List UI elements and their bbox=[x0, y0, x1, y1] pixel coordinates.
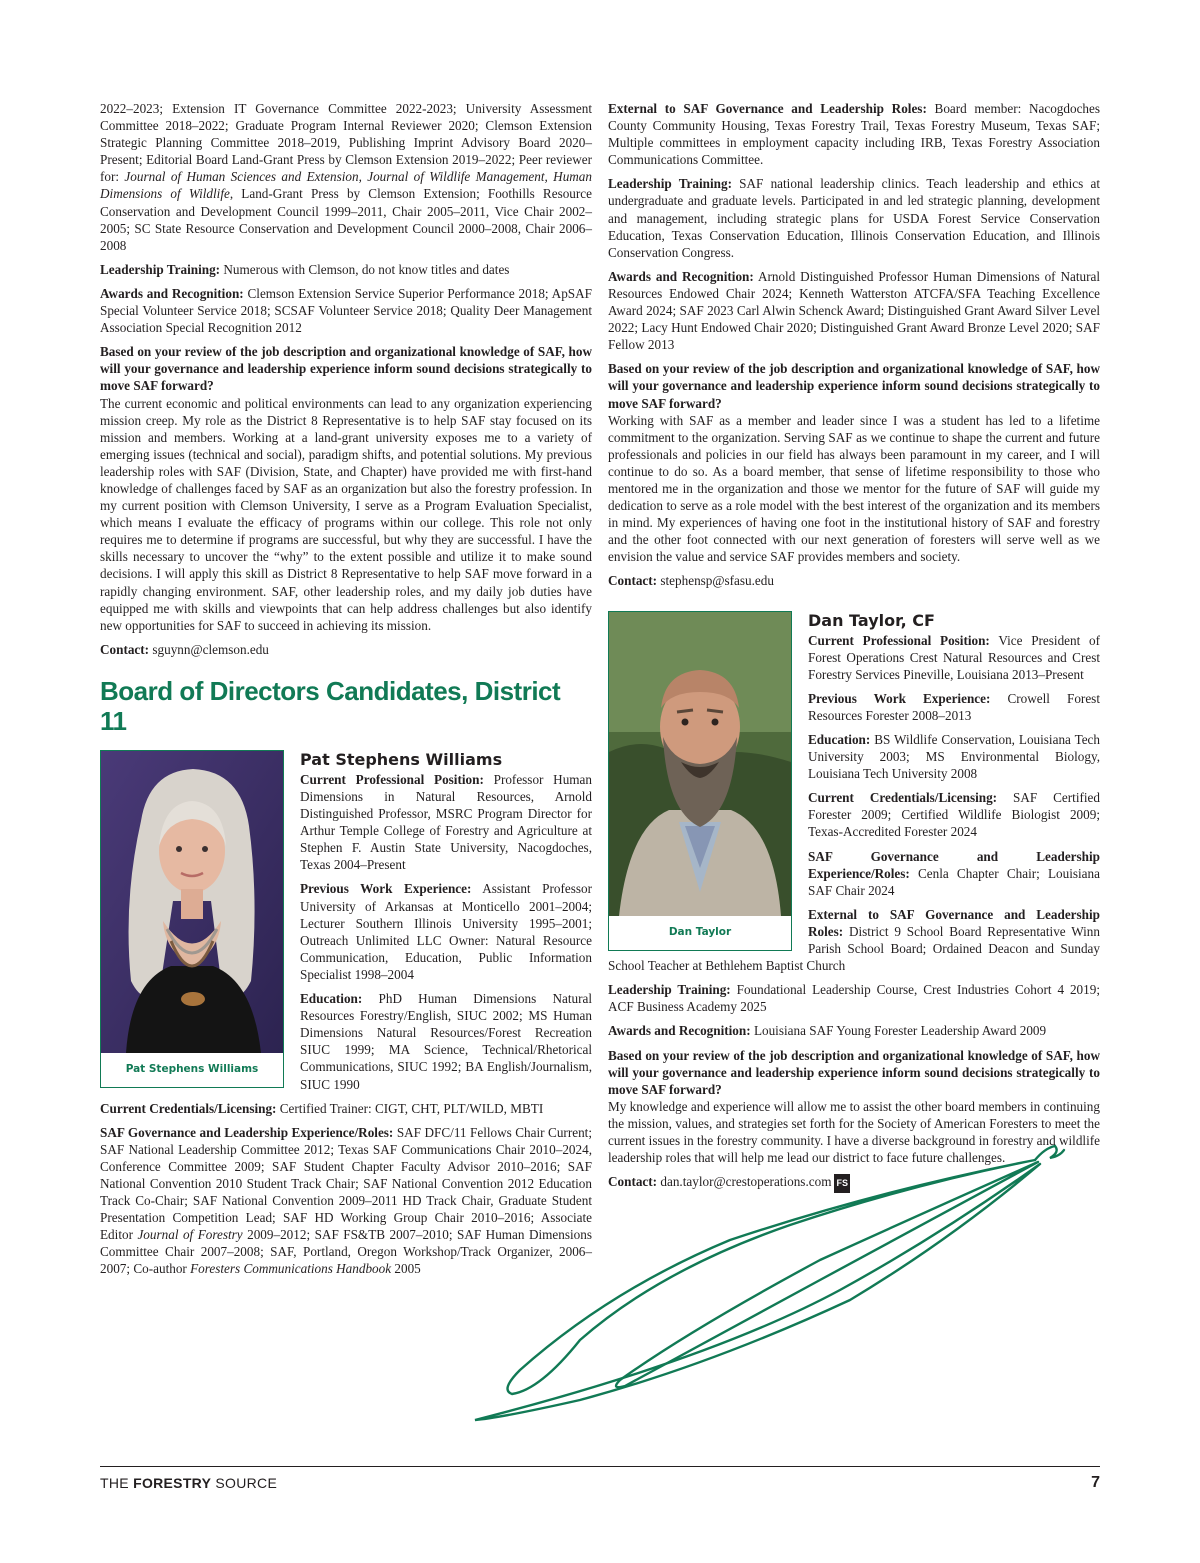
dan-answer-paragraph: My knowledge and experience will allow me to assist the other board members in continuing the mission, values, and strategies set forth for the Society of American Foresters to meet the current issues in the forestry community. I have a diverse background in forestry and wildlife leadership roles that will help me lead our district to face future challenges. bbox=[608, 1098, 1100, 1166]
contact-line: Contact: sguynn@clemson.edu bbox=[100, 641, 269, 657]
dan-previous-experience: Previous Work Experience: Crowell Forest Resources Forester 2008–2013 bbox=[808, 690, 1100, 723]
pat-education: Education: PhD Human Dimensions Natural Resources Forestry/English, SIUC 2002; MS Human Dimensions Natural Resources/Forest Recreation SIUC 1999; MA Science, Technical/Rhetorical Communications, SIUC 1992; BA English/Journalism, SIUC 1990 bbox=[300, 991, 592, 1092]
pat-contact-email[interactable]: stephensp@sfasu.edu bbox=[657, 573, 774, 589]
pat-external-roles: External to SAF Governance and Leadership Roles: Board member: Nacogdoches County Community Housing, Texas Forestry Trail, Texas Forestry Museum, Texas SAF; Multiple committees in employment capacity including IRB, Texas Forestry Association Communications Committee. bbox=[608, 101, 1101, 168]
pat-credentials: Current Credentials/Licensing: Certified Trainer: CIGT, CHT, PLT/WILD, MBTI bbox=[100, 1100, 544, 1116]
contact-email[interactable]: sguynn@clemson.edu bbox=[149, 641, 269, 657]
answer-paragraph: The current economic and political environments can lead to any organization experiencing mission creep. My role as the District 8 Representative is to help SAF stay focused on its mission and members. Working at a land-grant university exposes me to a variety of emerging issues (technical and social), paradigm shifts, and potential solutions. My previous leadership roles with SAF (Division, State, and Chapter) have provided me with first-hand knowledge of challenges faced by SAF as an organization but also the forestry profession. In my current position with Clemson University, I serve as a Program Evaluation Specialist, which means I evaluate the efficacy of programs within our college. This role not only requires me to determine if programs are successful, but why they are successful. I have the skills necessary to uncover the “why” to the extent possible and utilize it to make sound decisions. I will apply this skill as District 8 Representative to help SAF move forward in a rapidly changing environment. SAF, other leadership roles, and my daily job duties have equipped me with skills and viewpoints that can help address challenges but also identify new opportunities for SAF to succeed in achieving its mission. bbox=[100, 395, 592, 633]
pat-current-position: Current Professional Position: Professor Human Dimensions in Natural Resources, Arnold Distinguished Professor, MSRC Program Director for Arthur Temple College of Forestry and Agriculture at Stephen F. Austin State University, Nacogdoches, Texas 2004–Present bbox=[300, 771, 592, 873]
question-heading: Based on your review of the job description and organizational knowledge of SAF, how will your governance and leadership experience inform sound decisions strategically to move SAF forward? bbox=[100, 344, 592, 394]
pat-awards: Awards and Recognition: Arnold Distinguished Professor Human Dimensions of Natural Resources Endowed Chair 2024; Kenneth Watterston ATCFA/SFA Teaching Excellence Award 2024; SAF 2023 Carl Alwin Schenck Award; Distinguished Grant Award Silver Level 2022; Lacy Hunt Endowed Chair 2020; Distinguished Grant Award Bronze Level 2020; SAF Fellow 2013 bbox=[608, 268, 1100, 353]
end-mark-icon: FS bbox=[834, 1174, 850, 1193]
spacer bbox=[608, 597, 1100, 611]
right-column bbox=[608, 100, 1100, 1200]
dan-external-roles: External to SAF Governance and Leadership Roles: District 9 School Board Representative Winn Parish School Board; Ordained Deacon and Sunday School Teacher at Bethlehem Baptist Church bbox=[608, 906, 1100, 974]
pat-photo-frame bbox=[100, 750, 284, 1088]
dan-photo bbox=[609, 612, 791, 916]
pat-question-heading: Based on your review of the job description and organizational knowledge of SAF, how will your governance and leadership experience inform sound decisions strategically to move SAF forward? bbox=[608, 361, 1100, 411]
pat-governance: SAF Governance and Leadership Experience/Roles: SAF DFC/11 Fellows Chair Current; SAF National Leadership Committee 2012; Texas SAF Communications Chair 2010–2024, Conference Committee 2009; SAF Student Chapter Faculty Advisor 2010–2016; SAF National Convention 2010 Student Track Chair; SAF National Convention 2012 Education Track Co-Chair; SAF National Convention 2009–2011 HD Track Chair, Graduate Student Presentation Competition Lead; SAF HD Working Group Chair 2010–2016; Associate Editor Journal of Forestry 2009–2012; SAF FS&TB 2007–2010; SAF Human Dimensions Committee Chair 2007–2008; SAF, Portland, Oregon Workshop/Track Organizer, 2006–2007; Co-author Foresters Communications Handbook 2005 bbox=[100, 1124, 592, 1277]
dan-photo-caption: Dan Taylor bbox=[668, 925, 732, 938]
pat-candidate-name: Pat Stephens Williams bbox=[300, 749, 503, 769]
pine-needle-illustration bbox=[460, 1140, 1100, 1430]
dan-contact-line: Contact: dan.taylor@crestoperations.com FS bbox=[608, 1173, 1100, 1193]
dan-candidate-name: Dan Taylor, CF bbox=[808, 610, 935, 630]
dan-governance: SAF Governance and Leadership Experience/Roles: Cenla Chapter Chair; Louisiana SAF Chair 2024 bbox=[808, 848, 1100, 898]
footer-rule bbox=[100, 1466, 1100, 1467]
dan-awards: Awards and Recognition: Louisiana SAF Young Forester Leadership Award 2009 bbox=[608, 1023, 1047, 1039]
section-heading: Board of Directors Candidates, District 11 bbox=[100, 675, 561, 736]
page-number: 7 bbox=[1091, 1474, 1100, 1491]
dan-credentials: Current Credentials/Licensing: SAF Certified Forester 2009; Certified Wildlife Biologist 2009; Texas-Accredited Forester 2024 bbox=[808, 790, 1100, 840]
dan-education: Education: BS Wildlife Conservation, Louisiana Tech University 2003; MS Environmental Biology, Louisiana Tech University 2008 bbox=[808, 732, 1100, 782]
pat-photo-caption: Pat Stephens Williams bbox=[125, 1062, 259, 1075]
dan-photo-frame bbox=[608, 611, 792, 951]
previous-candidate-continuation: 2022–2023; Extension IT Governance Committee 2022-2023; University Assessment Committee 2018–2022; Graduate Program Internal Reviewer 2020; Clemson Extension Strategic Planning Committee 2018–2019, Publishing Imprint Advisory Board 2020–Present; Editorial Board Land-Grant Press by Clemson Extension 2019–2022; Peer reviewer for: Journal of Human Sciences and Extension, Journal of Wildlife Management, Human Dimensions of Wildlife, Land-Grant Press by Clemson Extension; Foothills Resource Conservation and Development Council 1999–2011, Chair 2005–2011, Vice Chair 2002–2005; SC State Resource Conservation and Development Council 2000–2008, Chair 2006–2008 bbox=[100, 101, 593, 253]
leadership-training-paragraph: Leadership Training: Numerous with Clemson, do not know titles and dates bbox=[100, 261, 510, 277]
pat-previous-experience: Previous Work Experience: Assistant Professor University of Arkansas at Monticello 2001–2004; Lecturer Southern Illinois University 1995–2001; Outreach Unlimited LLC Owner: Natural Resource Communication, Education, Public Information Specialist 1998–2004 bbox=[300, 881, 592, 982]
dan-contact-email[interactable]: dan.taylor@crestoperations.com bbox=[657, 1174, 832, 1190]
pat-leadership-training: Leadership Training: SAF national leadership clinics. Teach leadership and ethics at undergraduate and graduate levels. Participated in and led strategic planning, development and management, including strategic plans for USDA Forest Service Conservation Education, Texas Conservation Education, Illinois Conservation Education, and Illinois Conservation Congress. bbox=[608, 176, 1100, 260]
left-column bbox=[100, 100, 592, 1285]
pat-photo bbox=[101, 751, 283, 1053]
pat-answer-paragraph: Working with SAF as a member and leader since I was a student has led to a lifetime commitment to the organization. Serving SAF as we continue to shape the current and future professionals and policies in our field has always been paramount in my career, and I will continue to do so. As a board member, that sense of lifetime responsibility to those who mentored me in the organization and those we mentor for the future of SAF will guide my dedication to serve as a role model with the best interest of the organization and its members in mind. My experiences of having one foot in the institutional history of SAF and forestry and the other foot connected with our next generation of foresters will serve well as we envision the value and service SAF provides members and society. bbox=[608, 412, 1100, 565]
pat-contact-line: Contact: stephensp@sfasu.edu bbox=[608, 573, 774, 589]
awards-paragraph: Awards and Recognition: Clemson Extension Service Superior Performance 2018; ApSAF Special Volunteer Service 2018; SCSAF Volunteer Service 2018; Quality Deer Management Association Special Recognition 2012 bbox=[100, 285, 592, 336]
dan-leadership-training: Leadership Training: Foundational Leadership Course, Crest Industries Cohort 4 2019; ACF Business Academy 2025 bbox=[608, 982, 1100, 1015]
publication-name: THE FORESTRY SOURCE bbox=[100, 1475, 278, 1491]
dan-question-heading: Based on your review of the job description and organizational knowledge of SAF, how will your governance and leadership experience inform sound decisions strategically to move SAF forward? bbox=[608, 1047, 1100, 1097]
dan-current-position: Current Professional Position: Vice President of Forest Operations Crest Natural Resources and Crest Forestry Services Pineville, Louisiana 2013–Present bbox=[808, 632, 1100, 682]
